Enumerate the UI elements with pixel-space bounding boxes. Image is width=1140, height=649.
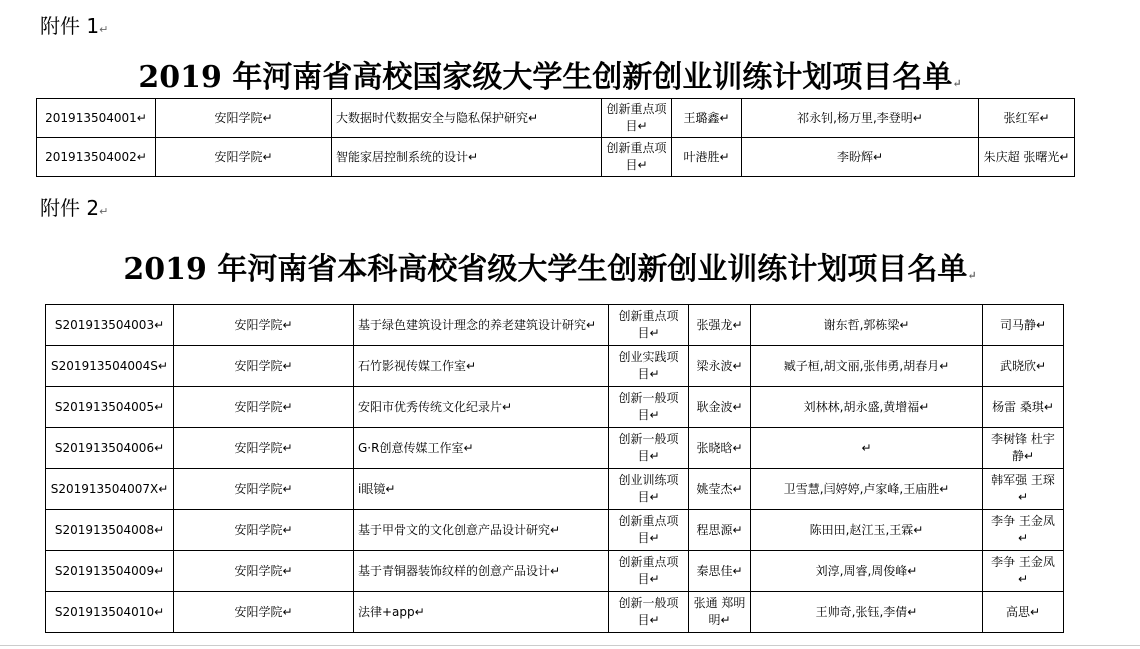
annex1-label: 附件 1↵ [40, 14, 109, 38]
annex2-cell-members: 谢东哲,郭栋梁↵ [751, 305, 983, 346]
annex2-cell-project-id: S201913504010↵ [46, 592, 174, 633]
annex2-row [46, 428, 1064, 469]
page-bottom-divider [0, 645, 1140, 646]
annex1-cell-advisor: 张红军↵ [979, 99, 1075, 138]
annex2-cell-leader: 张晓晗↵ [689, 428, 751, 469]
annex2-cell-members: 卫雪慧,闫婷婷,卢家峰,王庙胜↵ [751, 469, 983, 510]
annex2-cell-project-type: 创新一般项目↵ [609, 592, 689, 633]
annex2-cell-project-name: 基于青铜器装饰纹样的创意产品设计↵ [354, 551, 609, 592]
annex1-cell-project-type: 创新重点项目↵ [602, 99, 672, 138]
annex2-cell-project-id: S201913504005↵ [46, 387, 174, 428]
annex1-row [37, 138, 1075, 177]
annex1-cell-project-name: 大数据时代数据安全与隐私保护研究↵ [332, 99, 602, 138]
annex2-cell-school: 安阳学院↵ [174, 469, 354, 510]
annex2-cell-project-id: S201913504003↵ [46, 305, 174, 346]
annex2-cell-members: 刘淳,周睿,周俊峰↵ [751, 551, 983, 592]
annex2-cell-project-id: S201913504006↵ [46, 428, 174, 469]
annex1-cell-project-id: 201913504002↵ [37, 138, 156, 177]
annex2-label: 附件 2↵ [40, 196, 109, 220]
annex2-cell-project-type: 创新一般项目↵ [609, 387, 689, 428]
annex2-cell-project-type: 创新一般项目↵ [609, 428, 689, 469]
annex2-cell-school: 安阳学院↵ [174, 551, 354, 592]
annex2-cell-advisor: 李树锋 杜宇静↵ [983, 428, 1064, 469]
annex2-row [46, 305, 1064, 346]
annex1-cell-school: 安阳学院↵ [156, 138, 332, 177]
annex1-cell-project-type: 创新重点项目↵ [602, 138, 672, 177]
annex2-cell-members: 王帅奇,张钰,李倩↵ [751, 592, 983, 633]
annex2-cell-advisor: 武晓欣↵ [983, 346, 1064, 387]
annex2-cell-school: 安阳学院↵ [174, 510, 354, 551]
annex2-cell-project-id: S201913504004S↵ [46, 346, 174, 387]
annex2-cell-leader: 张强龙↵ [689, 305, 751, 346]
annex2-cell-project-id: S201913504007X↵ [46, 469, 174, 510]
annex2-cell-advisor: 李争 王金凤↵ [983, 551, 1064, 592]
annex2-row [46, 551, 1064, 592]
annex1-row [37, 99, 1075, 138]
annex2-title: 2019 年河南省本科高校省级大学生创新创业训练计划项目名单↵ [123, 252, 977, 287]
annex1-cell-project-name: 智能家居控制系统的设计↵ [332, 138, 602, 177]
annex2-cell-school: 安阳学院↵ [174, 592, 354, 633]
annex2-cell-project-name: G·R创意传媒工作室↵ [354, 428, 609, 469]
annex1-cell-members: 李盼辉↵ [742, 138, 979, 177]
annex1-cell-leader: 王璐鑫↵ [672, 99, 742, 138]
annex2-cell-project-name: 石竹影视传媒工作室↵ [354, 346, 609, 387]
annex1-cell-school: 安阳学院↵ [156, 99, 332, 138]
annex2-cell-advisor: 高思↵ [983, 592, 1064, 633]
annex2-cell-members: ↵ [751, 428, 983, 469]
annex2-cell-project-type: 创业实践项目↵ [609, 346, 689, 387]
annex2-table [45, 304, 1064, 633]
annex2-cell-project-id: S201913504009↵ [46, 551, 174, 592]
annex2-cell-advisor: 司马静↵ [983, 305, 1064, 346]
annex1-cell-leader: 叶港胜↵ [672, 138, 742, 177]
annex1-title: 2019 年河南省高校国家级大学生创新创业训练计划项目名单↵ [138, 60, 962, 95]
annex2-cell-project-name: 安阳市优秀传统文化纪录片↵ [354, 387, 609, 428]
annex2-row [46, 592, 1064, 633]
annex2-cell-leader: 梁永波↵ [689, 346, 751, 387]
annex2-cell-leader: 耿金波↵ [689, 387, 751, 428]
annex2-cell-project-type: 创新重点项目↵ [609, 510, 689, 551]
annex2-cell-project-id: S201913504008↵ [46, 510, 174, 551]
annex1-table [36, 98, 1075, 177]
annex2-row [46, 510, 1064, 551]
annex2-cell-members: 刘林林,胡永盛,黄增福↵ [751, 387, 983, 428]
annex2-cell-school: 安阳学院↵ [174, 428, 354, 469]
annex2-cell-project-name: 基于绿色建筑设计理念的养老建筑设计研究↵ [354, 305, 609, 346]
annex2-cell-members: 臧子桓,胡文丽,张伟勇,胡春月↵ [751, 346, 983, 387]
annex2-cell-leader: 秦思佳↵ [689, 551, 751, 592]
annex2-cell-leader: 程思源↵ [689, 510, 751, 551]
annex2-row [46, 469, 1064, 510]
annex2-cell-school: 安阳学院↵ [174, 305, 354, 346]
annex2-cell-members: 陈田田,赵江玉,王霖↵ [751, 510, 983, 551]
annex2-cell-project-type: 创新重点项目↵ [609, 551, 689, 592]
annex2-cell-project-type: 创业训练项目↵ [609, 469, 689, 510]
annex2-cell-leader: 姚莹杰↵ [689, 469, 751, 510]
annex2-cell-advisor: 李争 王金凤↵ [983, 510, 1064, 551]
annex2-cell-project-type: 创新重点项目↵ [609, 305, 689, 346]
annex2-row [46, 387, 1064, 428]
annex2-cell-school: 安阳学院↵ [174, 387, 354, 428]
annex1-cell-members: 祁永钊,杨万里,李登明↵ [742, 99, 979, 138]
annex2-cell-advisor: 杨雷 桑琪↵ [983, 387, 1064, 428]
annex1-cell-project-id: 201913504001↵ [37, 99, 156, 138]
annex2-cell-project-name: 基于甲骨文的文化创意产品设计研究↵ [354, 510, 609, 551]
annex2-row [46, 346, 1064, 387]
annex2-cell-school: 安阳学院↵ [174, 346, 354, 387]
annex2-cell-advisor: 韩军强 王琛↵ [983, 469, 1064, 510]
annex2-cell-leader: 张通 郑明明↵ [689, 592, 751, 633]
annex1-cell-advisor: 朱庆超 张曙光↵ [979, 138, 1075, 177]
annex2-cell-project-name: 法律+app↵ [354, 592, 609, 633]
annex2-cell-project-name: i眼镜↵ [354, 469, 609, 510]
